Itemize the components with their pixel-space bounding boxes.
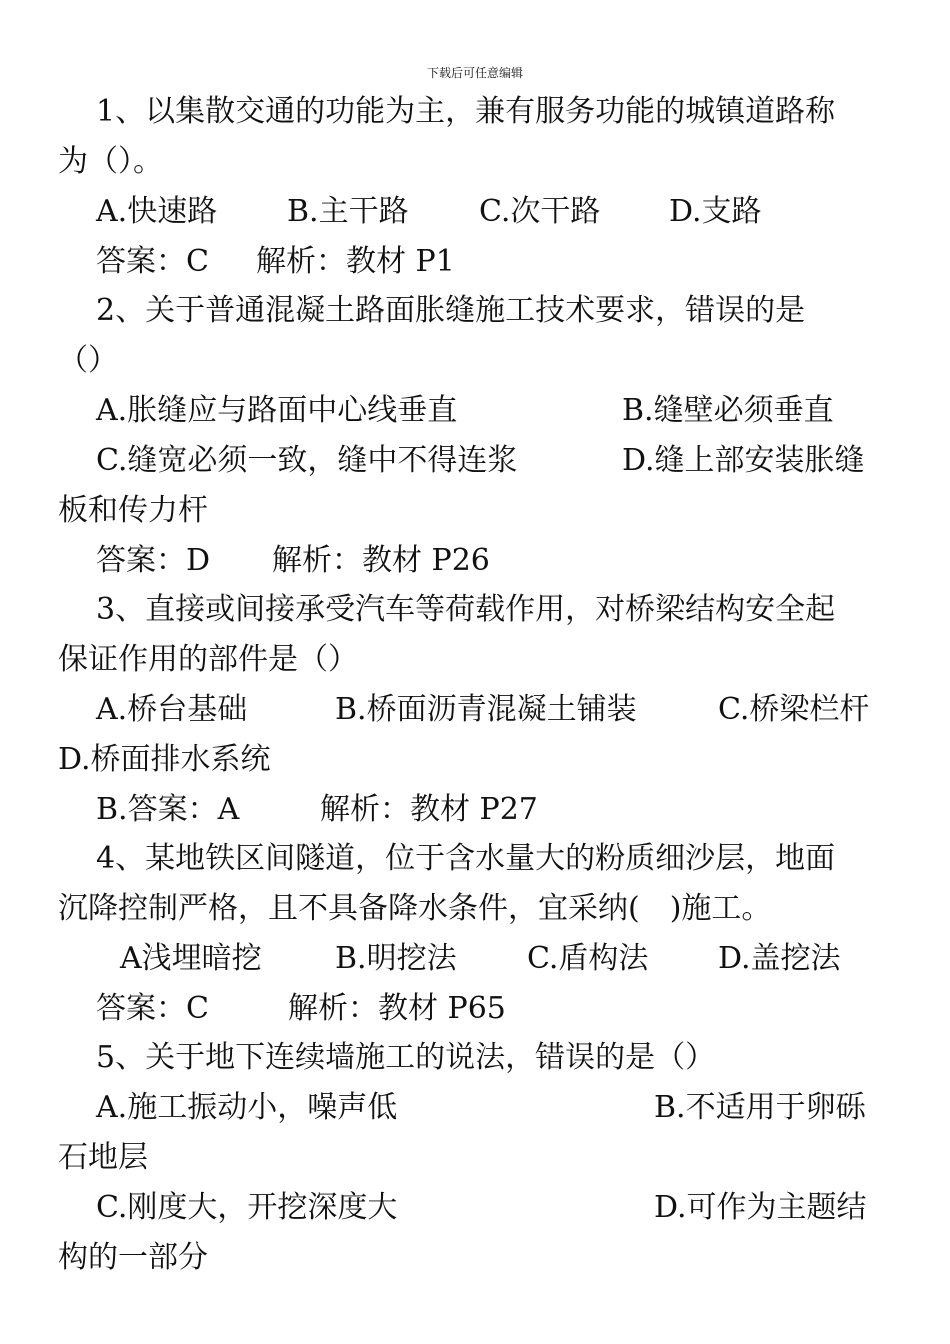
question-5-option-d-cont: 构的一部分 bbox=[58, 1240, 208, 1275]
question-4-option-c: C.盾构法 bbox=[527, 941, 649, 976]
question-2-analysis: 解析：教材 P26 bbox=[272, 543, 490, 578]
question-4-option-d: D.盖挖法 bbox=[718, 941, 841, 976]
question-3-answer: B.答案：A bbox=[96, 792, 240, 827]
question-2-text: 2、关于普通混凝土路面胀缝施工技术要求，错误的是 bbox=[96, 293, 806, 328]
question-5-option-b: B.不适用于卵砾 bbox=[654, 1090, 866, 1125]
question-1-analysis: 解析：教材 P1 bbox=[256, 244, 455, 279]
question-5-text: 5、关于地下连续墙施工的说法，错误的是（） bbox=[96, 1040, 716, 1075]
question-1-option-c: C.次干路 bbox=[479, 194, 601, 229]
question-2-option-b: B.缝壁必须垂直 bbox=[622, 393, 834, 428]
question-3-text: 3、直接或间接承受汽车等荷载作用，对桥梁结构安全起 bbox=[96, 592, 836, 627]
question-5-option-d: D.可作为主题结 bbox=[654, 1190, 867, 1225]
question-4-text-cont: 沉降控制严格，且不具备降水条件，宜采纳( )施工。 bbox=[58, 891, 772, 926]
question-4-answer: 答案：C bbox=[96, 991, 209, 1026]
question-4-option-a: A浅埋暗挖 bbox=[120, 941, 262, 976]
question-1-option-b: B.主干路 bbox=[287, 194, 409, 229]
question-1-option-a: A.快速路 bbox=[96, 194, 218, 229]
question-3-text-cont: 保证作用的部件是（） bbox=[58, 642, 358, 677]
question-1-text-cont: 为（）。 bbox=[58, 144, 163, 179]
question-2-answer: 答案：D bbox=[96, 543, 211, 578]
question-2-text-cont: （） bbox=[58, 343, 118, 378]
question-1-option-d: D.支路 bbox=[669, 194, 762, 229]
question-3-option-d: D.桥面排水系统 bbox=[58, 742, 271, 777]
question-5-option-b-cont: 石地层 bbox=[58, 1140, 148, 1175]
question-3-option-c: C.桥梁栏杆 bbox=[718, 692, 870, 727]
question-3-option-a: A.桥台基础 bbox=[96, 692, 248, 727]
question-4-analysis: 解析：教材 P65 bbox=[288, 991, 506, 1026]
question-5-option-c: C.刚度大，开挖深度大 bbox=[96, 1190, 398, 1225]
question-1-answer: 答案：C bbox=[96, 244, 209, 279]
question-2-option-d-cont: 板和传力杆 bbox=[58, 493, 208, 528]
question-3-option-b: B.桥面沥青混凝土铺装 bbox=[335, 692, 637, 727]
question-2-option-a: A.胀缝应与路面中心线垂直 bbox=[96, 393, 458, 428]
question-5-option-a: A.施工振动小，噪声低 bbox=[96, 1090, 398, 1125]
question-2-option-d: D.缝上部安装胀缝 bbox=[622, 443, 865, 478]
question-4-option-b: B.明挖法 bbox=[335, 941, 457, 976]
page-header: 下载后可任意编辑 bbox=[426, 66, 523, 80]
question-1-text: 1、以集散交通的功能为主，兼有服务功能的城镇道路称 bbox=[96, 94, 836, 129]
question-2-option-c: C.缝宽必须一致，缝中不得连浆 bbox=[96, 443, 518, 478]
question-4-text: 4、某地铁区间隧道，位于含水量大的粉质细沙层，地面 bbox=[96, 841, 836, 876]
question-3-analysis: 解析：教材 P27 bbox=[320, 792, 538, 827]
